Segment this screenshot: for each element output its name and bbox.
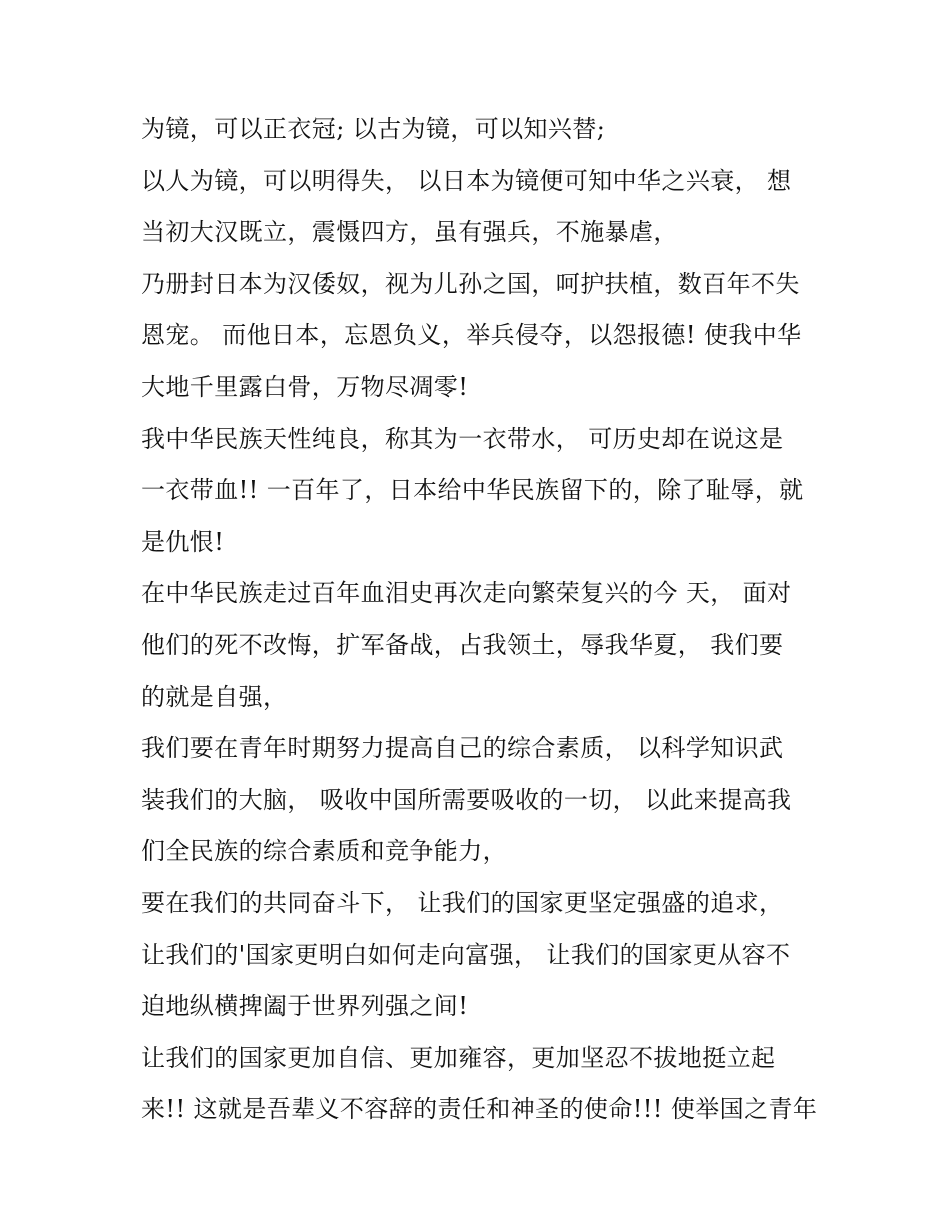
document-body — [141, 108, 831, 1140]
text-line-5: 恩宠。 而他日本，忘恩负义，举兵侵夺，以怨报德! 使我中华 — [141, 321, 802, 350]
text-line-11: 他们的死不改悔，扩军备战，占我领土，辱我华夏， 我们要 — [141, 630, 784, 659]
text-line-12: 的就是自强， — [141, 682, 288, 711]
text-line-9: 是仇恨! — [141, 527, 225, 556]
text-line-4: 乃册封日本为汉倭奴，视为儿孙之国，呵护扶植，数百年不失 — [141, 269, 800, 298]
text-line-10: 在中华民族走过百年血泪史再次走向繁荣复兴的今 天， 面对 — [141, 579, 792, 608]
text-line-15: 们全民族的综合素质和竞争能力， — [141, 837, 507, 866]
text-line-13: 我们要在青年时期努力提高自己的综合素质， 以科学知识武 — [141, 734, 784, 763]
text-line-16: 要在我们的共同奋斗下， 让我们的国家更坚定强盛的追求， — [141, 888, 784, 917]
text-line-6: 大地千里露白骨，万物尽凋零! — [141, 372, 469, 401]
text-line-18: 迫地纵横捭阖于世界列强之间! — [141, 992, 469, 1021]
text-line-19: 让我们的国家更加自信、更加雍容，更加坚忍不拔地挺立起 — [141, 1043, 776, 1072]
text-line-17: 让我们的'国家更明白如何走向富强， 让我们的国家更从容不 — [141, 940, 791, 969]
text-line-1: 为镜，可以正衣冠; 以古为镜，可以知兴替; — [141, 115, 606, 143]
text-line-8: 一衣带血!! 一百年了，日本给中华民族留下的，除了耻辱，就 — [141, 476, 804, 505]
text-line-7: 我中华民族天性纯良，称其为一衣带水， 可历史却在说这是 — [141, 424, 784, 453]
text-line-3: 当初大汉既立，震慑四方，虽有强兵，不施暴虐， — [141, 218, 678, 247]
text-line-20: 来!! 这就是吾辈义不容辞的责任和神圣的使命!!! 使举国之青年 — [141, 1095, 818, 1124]
text-line-14: 装我们的大脑， 吸收中国所需要吸收的一切， 以此来提高我 — [141, 785, 792, 814]
text-line-2: 以人为镜，可以明得失， 以日本为镜便可知中华之兴衰， 想 — [141, 166, 792, 195]
